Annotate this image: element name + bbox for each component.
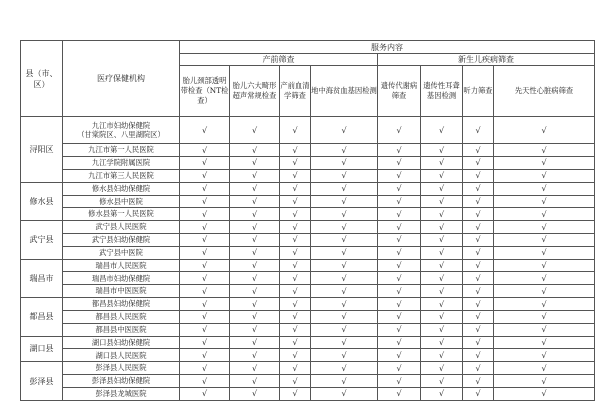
table-row (21, 117, 595, 144)
check-cell: √ (280, 117, 311, 144)
check-cell: √ (230, 208, 280, 221)
check-cell: √ (421, 246, 463, 259)
check-cell: √ (180, 298, 230, 311)
institution-header: 医疗保健机构 (63, 41, 180, 117)
check-cell: √ (494, 117, 595, 144)
hospital-name-line: 湖口县妇幼保健院 (91, 337, 151, 347)
table-row (21, 336, 595, 349)
check-cell: √ (311, 221, 378, 234)
table-row (21, 195, 595, 208)
check-cell: √ (378, 144, 421, 157)
check-cell: √ (463, 323, 494, 336)
hospital-name-line: 彭泽县妇幼保健院 (91, 376, 151, 386)
check-cell: √ (494, 259, 595, 272)
check-cell: √ (230, 375, 280, 388)
check-cell: √ (311, 233, 378, 246)
table-row (21, 169, 595, 182)
check-cell: √ (463, 272, 494, 285)
check-cell: √ (378, 285, 421, 298)
check-cell: √ (421, 144, 463, 157)
check-cell: √ (180, 182, 230, 195)
check-cell: √ (280, 310, 311, 323)
hospital-name-line: 九江市妇幼保健院 (91, 120, 151, 130)
check-cell: √ (463, 285, 494, 298)
check-cell: √ (230, 195, 280, 208)
check-cell: √ (378, 169, 421, 182)
check-cell: √ (180, 336, 230, 349)
check-cell: √ (280, 259, 311, 272)
hospital-cell (63, 169, 180, 182)
check-cell: √ (180, 246, 230, 259)
check-cell: √ (311, 298, 378, 311)
col-hearing-screening: 听力筛查 (463, 66, 494, 117)
check-cell: √ (230, 221, 280, 234)
check-cell: √ (311, 375, 378, 388)
check-cell: √ (280, 298, 311, 311)
check-cell: √ (421, 259, 463, 272)
hospital-cell (63, 362, 180, 375)
check-cell: √ (311, 144, 378, 157)
check-cell: √ (463, 349, 494, 362)
check-cell: √ (494, 144, 595, 157)
table-row (21, 298, 595, 311)
prenatal-screening-header: 产前筛查 (180, 54, 378, 66)
check-cell: √ (180, 272, 230, 285)
check-cell: √ (494, 375, 595, 388)
check-cell: √ (180, 259, 230, 272)
check-cell: √ (421, 169, 463, 182)
hospital-name-line: 修水县妇幼保健院 (91, 183, 151, 193)
county-cell: 都昌县 (21, 298, 63, 336)
check-cell: √ (311, 272, 378, 285)
county-cell: 武宁县 (21, 221, 63, 259)
hospital-name-line: 都昌县人民医院 (95, 312, 147, 322)
table-row (21, 349, 595, 362)
check-cell: √ (494, 246, 595, 259)
check-cell: √ (421, 349, 463, 362)
check-cell: √ (180, 169, 230, 182)
col-nt-exam: 胎儿颈部透明带检查（NT检查） (180, 66, 230, 117)
check-cell: √ (494, 272, 595, 285)
table-row (21, 362, 595, 375)
check-cell: √ (311, 182, 378, 195)
hospital-name-line: 瑞昌市中医医院 (95, 286, 147, 296)
col-serum-screening: 产前血清学筛查 (280, 66, 311, 117)
check-cell: √ (463, 117, 494, 144)
col-metabolic-screening: 遗传代谢病筛查 (378, 66, 421, 117)
table-row (21, 310, 595, 323)
county-cell: 修水县 (21, 182, 63, 220)
check-cell: √ (311, 157, 378, 170)
check-cell: √ (494, 233, 595, 246)
check-cell: √ (494, 221, 595, 234)
check-cell: √ (494, 195, 595, 208)
check-cell: √ (230, 336, 280, 349)
check-cell: √ (421, 310, 463, 323)
table-row (21, 208, 595, 221)
check-cell: √ (421, 272, 463, 285)
newborn-screening-header: 新生儿疾病筛查 (378, 54, 595, 66)
check-cell: √ (180, 157, 230, 170)
check-cell: √ (311, 208, 378, 221)
check-cell: √ (421, 221, 463, 234)
screening-services-table (20, 40, 595, 401)
check-cell: √ (280, 195, 311, 208)
check-cell: √ (421, 208, 463, 221)
hospital-cell (63, 375, 180, 388)
check-cell: √ (230, 272, 280, 285)
check-cell: √ (421, 362, 463, 375)
check-cell: √ (421, 117, 463, 144)
county-header: 县（市、区） (21, 41, 63, 117)
check-cell: √ (280, 323, 311, 336)
check-cell: √ (230, 323, 280, 336)
check-cell: √ (378, 233, 421, 246)
check-cell: √ (280, 272, 311, 285)
check-cell: √ (311, 323, 378, 336)
check-cell: √ (180, 144, 230, 157)
check-cell: √ (463, 387, 494, 400)
check-cell: √ (230, 233, 280, 246)
table-row (21, 259, 595, 272)
hospital-name-line: 九江市第三人民医院 (88, 171, 154, 180)
check-cell: √ (230, 349, 280, 362)
check-cell: √ (311, 310, 378, 323)
check-cell: √ (494, 387, 595, 400)
hospital-cell (63, 182, 180, 195)
check-cell: √ (378, 323, 421, 336)
check-cell: √ (280, 182, 311, 195)
check-cell: √ (230, 169, 280, 182)
table-row (21, 387, 595, 400)
check-cell: √ (280, 362, 311, 375)
check-cell: √ (180, 310, 230, 323)
check-cell: √ (311, 349, 378, 362)
hospital-name-line: 九江学院附属医院 (91, 158, 151, 168)
check-cell: √ (463, 246, 494, 259)
hospital-cell (63, 208, 180, 221)
check-cell: √ (230, 298, 280, 311)
check-cell: √ (280, 144, 311, 157)
check-cell: √ (280, 349, 311, 362)
col-thalassemia-test: 地中海贫血基因检测 (311, 66, 378, 117)
check-cell: √ (311, 246, 378, 259)
check-cell: √ (378, 221, 421, 234)
check-cell: √ (280, 285, 311, 298)
table-row (21, 272, 595, 285)
check-cell: √ (463, 310, 494, 323)
check-cell: √ (463, 144, 494, 157)
check-cell: √ (378, 272, 421, 285)
check-cell: √ (463, 259, 494, 272)
county-cell: 彭泽县 (21, 362, 63, 401)
hospital-cell (63, 285, 180, 298)
check-cell: √ (180, 362, 230, 375)
check-cell: √ (421, 336, 463, 349)
check-cell: √ (378, 157, 421, 170)
hospital-name-line: 修水县第一人民医院 (88, 209, 154, 219)
table-row (21, 285, 595, 298)
check-cell: √ (463, 169, 494, 182)
hospital-name-line: 瑞昌市妇幼保健院 (91, 273, 151, 283)
county-cell: 浔阳区 (21, 117, 63, 183)
hospital-cell (63, 349, 180, 362)
check-cell: √ (494, 169, 595, 182)
check-cell: √ (180, 221, 230, 234)
check-cell: √ (494, 310, 595, 323)
hospital-name-line: 武宁县妇幼保健院 (91, 235, 151, 245)
check-cell: √ (421, 182, 463, 195)
check-cell: √ (421, 298, 463, 311)
check-cell: √ (494, 208, 595, 221)
hospital-cell (63, 272, 180, 285)
check-cell: √ (494, 349, 595, 362)
check-cell: √ (180, 233, 230, 246)
check-cell: √ (180, 208, 230, 221)
check-cell: √ (421, 195, 463, 208)
check-cell: √ (463, 221, 494, 234)
check-cell: √ (280, 208, 311, 221)
col-heart-disease-screening: 先天性心脏病筛查 (494, 66, 595, 117)
table-row (21, 221, 595, 234)
check-cell: √ (463, 157, 494, 170)
check-cell: √ (311, 259, 378, 272)
check-cell: √ (463, 298, 494, 311)
check-cell: √ (463, 336, 494, 349)
check-cell: √ (230, 387, 280, 400)
check-cell: √ (311, 117, 378, 144)
hospital-name-line: （甘棠院区、八里湖院区） (77, 130, 165, 140)
check-cell: √ (311, 285, 378, 298)
check-cell: √ (378, 349, 421, 362)
hospital-cell (63, 157, 180, 170)
check-cell: √ (463, 375, 494, 388)
check-cell: √ (421, 387, 463, 400)
hospital-cell (63, 117, 180, 144)
check-cell: √ (230, 144, 280, 157)
check-cell: √ (494, 298, 595, 311)
table-row (21, 182, 595, 195)
check-cell: √ (311, 195, 378, 208)
hospital-cell (63, 246, 180, 259)
table-row (21, 157, 595, 170)
hospital-cell (63, 259, 180, 272)
check-cell: √ (230, 259, 280, 272)
check-cell: √ (280, 387, 311, 400)
hospital-name-line: 武宁县中医院 (99, 247, 143, 257)
check-cell: √ (378, 246, 421, 259)
check-cell: √ (494, 182, 595, 195)
check-cell: √ (230, 182, 280, 195)
hospital-name-line: 都昌县妇幼保健院 (91, 299, 151, 309)
check-cell: √ (378, 182, 421, 195)
check-cell: √ (311, 362, 378, 375)
check-cell: √ (378, 336, 421, 349)
check-cell: √ (463, 195, 494, 208)
check-cell: √ (180, 387, 230, 400)
check-cell: √ (311, 169, 378, 182)
col-deafness-gene-test: 遗传性耳聋基因检测 (421, 66, 463, 117)
check-cell: √ (230, 285, 280, 298)
hospital-cell (63, 336, 180, 349)
check-cell: √ (280, 246, 311, 259)
table-row (21, 246, 595, 259)
check-cell: √ (463, 208, 494, 221)
check-cell: √ (421, 375, 463, 388)
check-cell: √ (180, 195, 230, 208)
check-cell: √ (180, 285, 230, 298)
check-cell: √ (280, 169, 311, 182)
check-cell: √ (230, 157, 280, 170)
hospital-cell (63, 323, 180, 336)
check-cell: √ (230, 362, 280, 375)
check-cell: √ (180, 323, 230, 336)
check-cell: √ (494, 323, 595, 336)
hospital-name-line: 武宁县人民医院 (95, 222, 147, 232)
check-cell: √ (421, 233, 463, 246)
check-cell: √ (378, 310, 421, 323)
check-cell: √ (421, 157, 463, 170)
hospital-cell (63, 310, 180, 323)
hospital-cell (63, 144, 180, 157)
check-cell: √ (378, 259, 421, 272)
hospital-name-line: 湖口县人民医院 (95, 350, 147, 360)
check-cell: √ (378, 208, 421, 221)
hospital-name-line: 彭泽县龙城医院 (95, 389, 147, 399)
hospital-name-line: 九江市第一人民医院 (88, 145, 154, 155)
service-content-header: 服务内容 (180, 41, 595, 54)
table-row (21, 233, 595, 246)
hospital-name-line: 瑞昌市人民医院 (95, 260, 147, 270)
col-ultrasound-exam: 胎儿六大畸形超声常规检查 (230, 66, 280, 117)
hospital-cell (63, 298, 180, 311)
check-cell: √ (378, 117, 421, 144)
check-cell: √ (280, 233, 311, 246)
check-cell: √ (494, 157, 595, 170)
check-cell: √ (421, 285, 463, 298)
check-cell: √ (180, 349, 230, 362)
hospital-name-line: 修水县中医院 (99, 196, 143, 206)
check-cell: √ (378, 298, 421, 311)
check-cell: √ (311, 336, 378, 349)
check-cell: √ (378, 375, 421, 388)
hospital-name-line: 都昌县中医医院 (95, 324, 147, 334)
hospital-cell (63, 387, 180, 400)
check-cell: √ (378, 387, 421, 400)
check-cell: √ (230, 246, 280, 259)
check-cell: √ (378, 195, 421, 208)
check-cell: √ (463, 233, 494, 246)
check-cell: √ (280, 375, 311, 388)
check-cell: √ (378, 362, 421, 375)
hospital-cell (63, 221, 180, 234)
check-cell: √ (230, 310, 280, 323)
hospital-cell (63, 233, 180, 246)
check-cell: √ (494, 336, 595, 349)
check-cell: √ (421, 323, 463, 336)
table-row (21, 323, 595, 336)
check-cell: √ (280, 157, 311, 170)
county-cell: 湖口县 (21, 336, 63, 362)
check-cell: √ (494, 362, 595, 375)
hospital-cell (63, 195, 180, 208)
check-cell: √ (280, 221, 311, 234)
hospital-name-line: 彭泽县人民医院 (95, 363, 147, 373)
check-cell: √ (180, 117, 230, 144)
check-cell: √ (230, 117, 280, 144)
table-row (21, 144, 595, 157)
table-row (21, 375, 595, 388)
check-cell: √ (180, 375, 230, 388)
check-cell: √ (311, 387, 378, 400)
check-cell: √ (463, 362, 494, 375)
county-cell: 瑞昌市 (21, 259, 63, 297)
check-cell: √ (280, 336, 311, 349)
check-cell: √ (463, 182, 494, 195)
check-cell: √ (494, 285, 595, 298)
